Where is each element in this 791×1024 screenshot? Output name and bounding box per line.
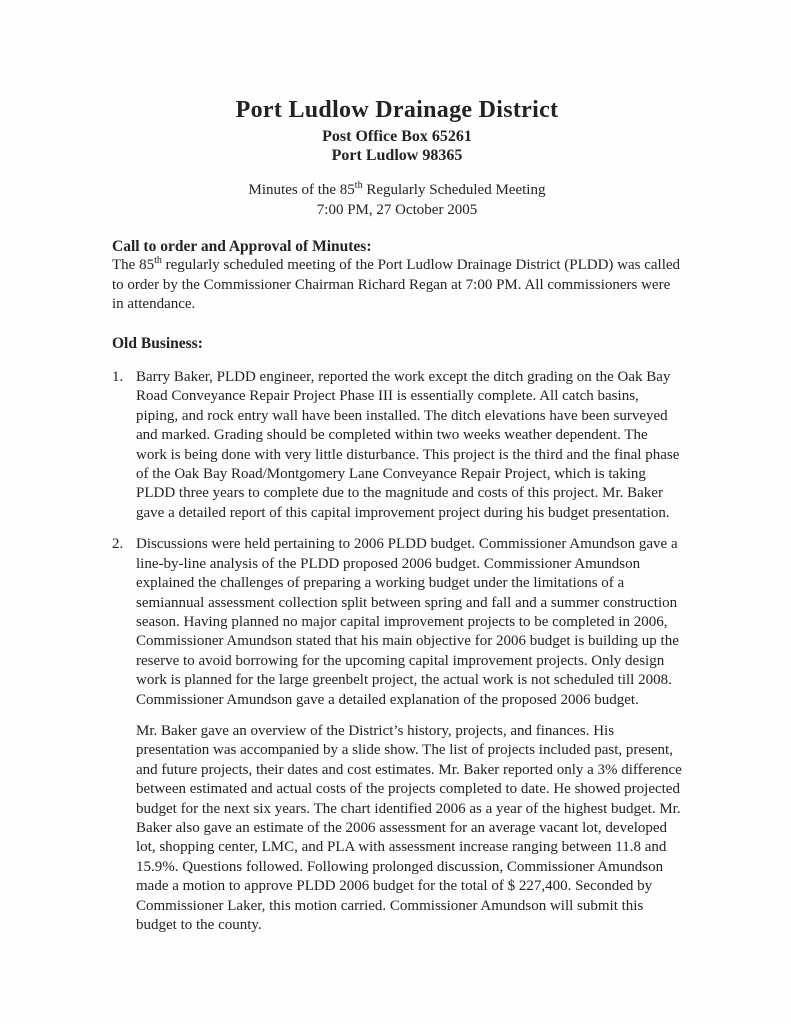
datetime-line: 7:00 PM, 27 October 2005 [316, 202, 478, 218]
item-paragraph: Barry Baker, PLDD engineer, reported the work except the ditch grading on the Oak Bay Road Conveyance Repair Project Phase III is essentially complete. All catch basins, piping, and rock entry wall have been installed. The ditch elevations have been surveyed and marked. Grading should be completed within two weeks weather dependent. The work is being done with very little disturbance. This project is the third and the final phase of the Oak Bay Road/Montgomery Lane Conveyance Repair Project, which is taking PLDD three years to complete due to the magnitude and costs of this project. Mr. Baker gave a detailed report of this capital improvement project during his budget presentation. [136, 369, 680, 521]
item-number: 2. [112, 536, 124, 553]
minutes-line: Minutes of the 85th Regularly Scheduled Meeting [248, 180, 546, 198]
old-business-list [112, 368, 682, 935]
list-item [112, 535, 682, 935]
city-zip-line: Port Ludlow 98365 [331, 147, 463, 164]
page-title: Port Ludlow Drainage District [235, 97, 559, 123]
item-paragraph: Mr. Baker gave an overview of the District’s history, projects, and finances. His presentation was accompanied by a slide show. The list of projects included past, present, and future projects, their dates and cost estimates. Mr. Baker reported only a 3% difference between estimated and actual costs of the projects completed to date. He showed projected budget for the next six years. The chart identified 2006 as a year of the highest budget. Mr. Baker also gave an estimate of the 2006 assessment for an average vacant lot, developed lot, shopping center, LMC, and PLA with assessment increase ranging between 11.8 and 15.9%. Questions followed. Following prolonged discussion, Commissioner Amundson made a motion to approve PLDD 2006 budget for the total of $ 227,400. Seconded by Commissioner Laker, this motion carried. Commissioner Amundson will submit this budget to the county. [136, 722, 682, 933]
item-body [136, 368, 682, 523]
item-body [136, 535, 682, 935]
item-number: 1. [112, 369, 124, 386]
call-to-order-section [112, 237, 682, 315]
po-box-line: Post Office Box 65261 [322, 128, 472, 145]
ordinal-superscript: th [154, 255, 162, 267]
document-header [112, 97, 682, 220]
call-to-order-paragraph: The 85th regularly scheduled meeting of the Port Ludlow Drainage District (PLDD) was called to order by the Commissioner Chairman Richard Regan at 7:00 PM. All commissioners were in attendance. [112, 255, 681, 313]
meeting-info [112, 180, 682, 220]
call-to-order-heading: Call to order and Approval of Minutes: [112, 238, 372, 255]
ordinal-superscript: th [354, 180, 363, 191]
old-business-heading: Old Business: [112, 334, 203, 352]
item-paragraph: Discussions were held pertaining to 2006 PLDD budget. Commissioner Amundson gave a line-by-line analysis of the PLDD proposed 2006 budget. Commissioner Amundson explained the challenges of preparing a working budget under the limitations of a semiannual assessment collection split between spring and fall and a summer construction season. Having planned no major capital improvement projects to be completed in 2006, Commissioner Amundson stated that his main objective for 2006 budget is building up the reserve to avoid borrowing for the upcoming capital improvement projects. Only design work is planned for the large greenbelt project, the actual work is not scheduled till 2008. Commissioner Amundson gave a detailed explanation of the proposed 2006 budget. [136, 536, 679, 708]
list-item [112, 368, 682, 523]
document-content [112, 97, 682, 935]
